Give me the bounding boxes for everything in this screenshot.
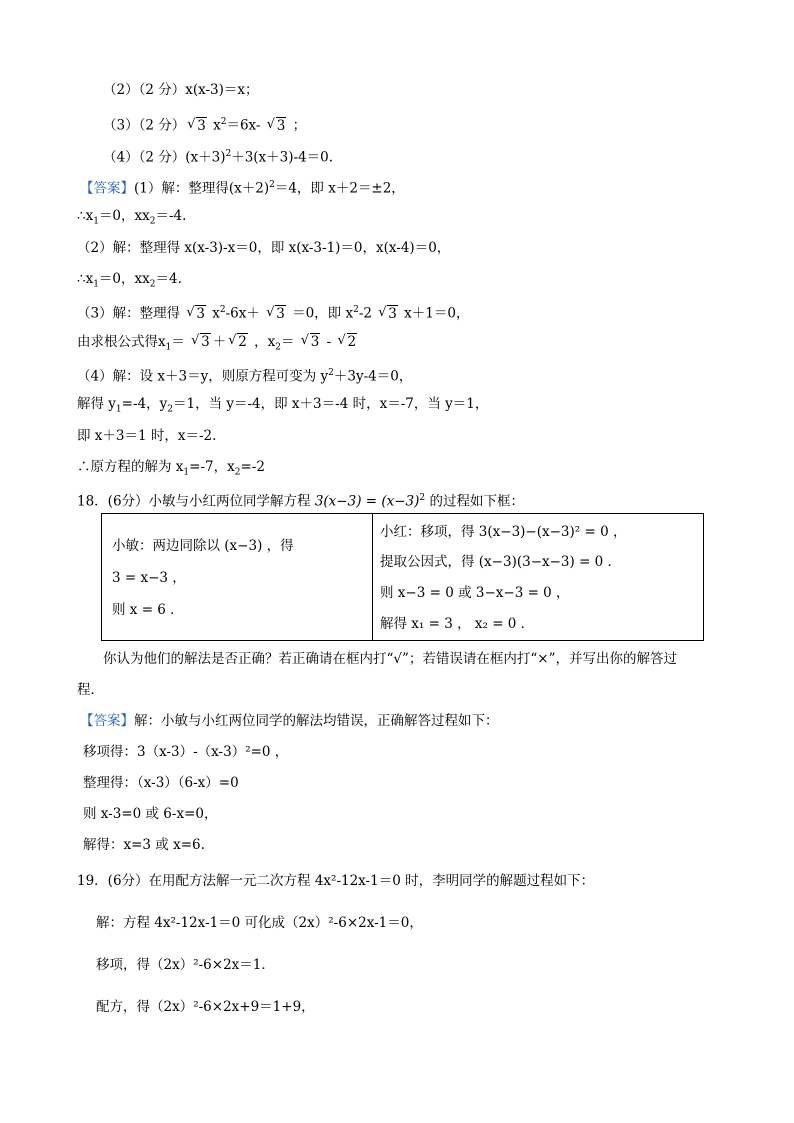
q17-part3: （3）（2 分）√ 3 $x^2=6x-$ √ 3 ； [103,112,306,136]
q19-line-3: 配方，得（2x）²-6×2x+9＝1+9， [96,999,315,1015]
q19-line-2: 移项，得（2x）²-6×2x＝1． [96,957,275,973]
q17-answer-4-case2: 即 x＋3＝1 时，x＝-2. [77,428,217,444]
box-divider [372,514,373,640]
q17-answer-1: 【答案】(1）解：整理得$(x+2)^2=4$，即 x＋2＝±2， [80,180,405,197]
xiaomin-step-2: 3 = x−3 ， [112,570,186,586]
q17-answer-3: （3）解：整理得 √ 3 $x^2-6x+$ √ 3 ＝0，即 $x^2-2$ √ 3 x＋1＝0， [77,300,469,324]
q19-line-1: 解：方程 4x²-12x-1＝0 可化成（2x）²-6×2x-1＝0， [96,915,423,931]
q18-step-3: 则 x-3=0 或 6-x=0， [83,806,218,822]
q17-part2: （2）（2 分）x(x-3)＝x； [103,82,259,98]
q18-title: 18．(6分）小敏与小红两位同学解方程 $3(x-3) = (x-3)^2$ 的过程如下框： [77,493,524,510]
q17-part4: （4）（2 分）$(x+3)^2+3(x+3)-4=0$. [103,149,334,166]
xiaohong-step-2: 提取公因式，得 (x−3)(3−x−3) = 0 ． [380,554,622,570]
xiaohong-step-1: 小红：移项，得 3(x−3)−(x−3)² = 0 ， [380,524,627,540]
q18-solution-box [101,513,704,641]
answer-tag: 【答案】 [80,180,134,197]
q18-step-2: 整理得：（x-3）（6-x）=0 [83,775,239,791]
xiaomin-step-1: 小敏：两边同除以 (x−3) ，得 [112,538,294,554]
q17-answer-2: （2）解：整理得 x(x-3)-x＝0，即 x(x-3-1)＝0，x(x-4)＝0， [77,240,451,256]
q17-answer-4-final: ∴原方程的解为 $x_1=-7$，$x_2=-2$ [77,459,265,478]
q18-prompt-line2: 程． [77,682,104,698]
q18-step-4: 解得：x=3 或 x=6. [83,837,205,853]
q17-answer-4: （4）解：设 x＋3＝y，则原方程可变为 $y^2+3y-4=0$， [77,368,413,385]
q18-answer: 【答案】解：小敏与小红两位同学的解法均错误，正确解答过程如下： [80,713,499,729]
q17-answer-4-solve: 解得 $y_1=-4$，$y_2=1$，当 y＝-4，即 x＋3＝-4 时，x＝-7，当 y＝1， [77,396,489,415]
answer-tag: 【答案】 [80,713,134,729]
q17-answer-3-result: 由求根公式得$x_1=$ √ 3 ＋√ 2 ，$x_2=$ √ 3 - √ 2 [77,332,359,358]
xiaomin-step-3: 则 x = 6 ． [112,602,184,618]
q18-step-1: 移项得：3（x-3）-（x-3）²=0 ， [83,744,289,760]
xiaohong-step-3: 则 x−3 = 0 或 3−x−3 = 0 ， [380,585,570,601]
q19-title: 19．(6分）在用配方法解一元二次方程 4x²-12x-1＝0 时，李明同学的解题过程如下： [77,873,595,889]
xiaohong-step-4: 解得 x₁ = 3 ， x₂ = 0 ． [380,616,535,632]
q18-prompt-line1: 你认为他们的解法是否正确？若正确请在框内打“√”；若错误请在框内打“×”，并写出你的解答过 [103,651,678,667]
q17-answer-2-result: $\therefore x_1=0$，$xx_2=4$. [77,271,182,290]
q17-answer-1-result: $\therefore x_1=0$，$xx_2=-4$. [77,208,187,227]
